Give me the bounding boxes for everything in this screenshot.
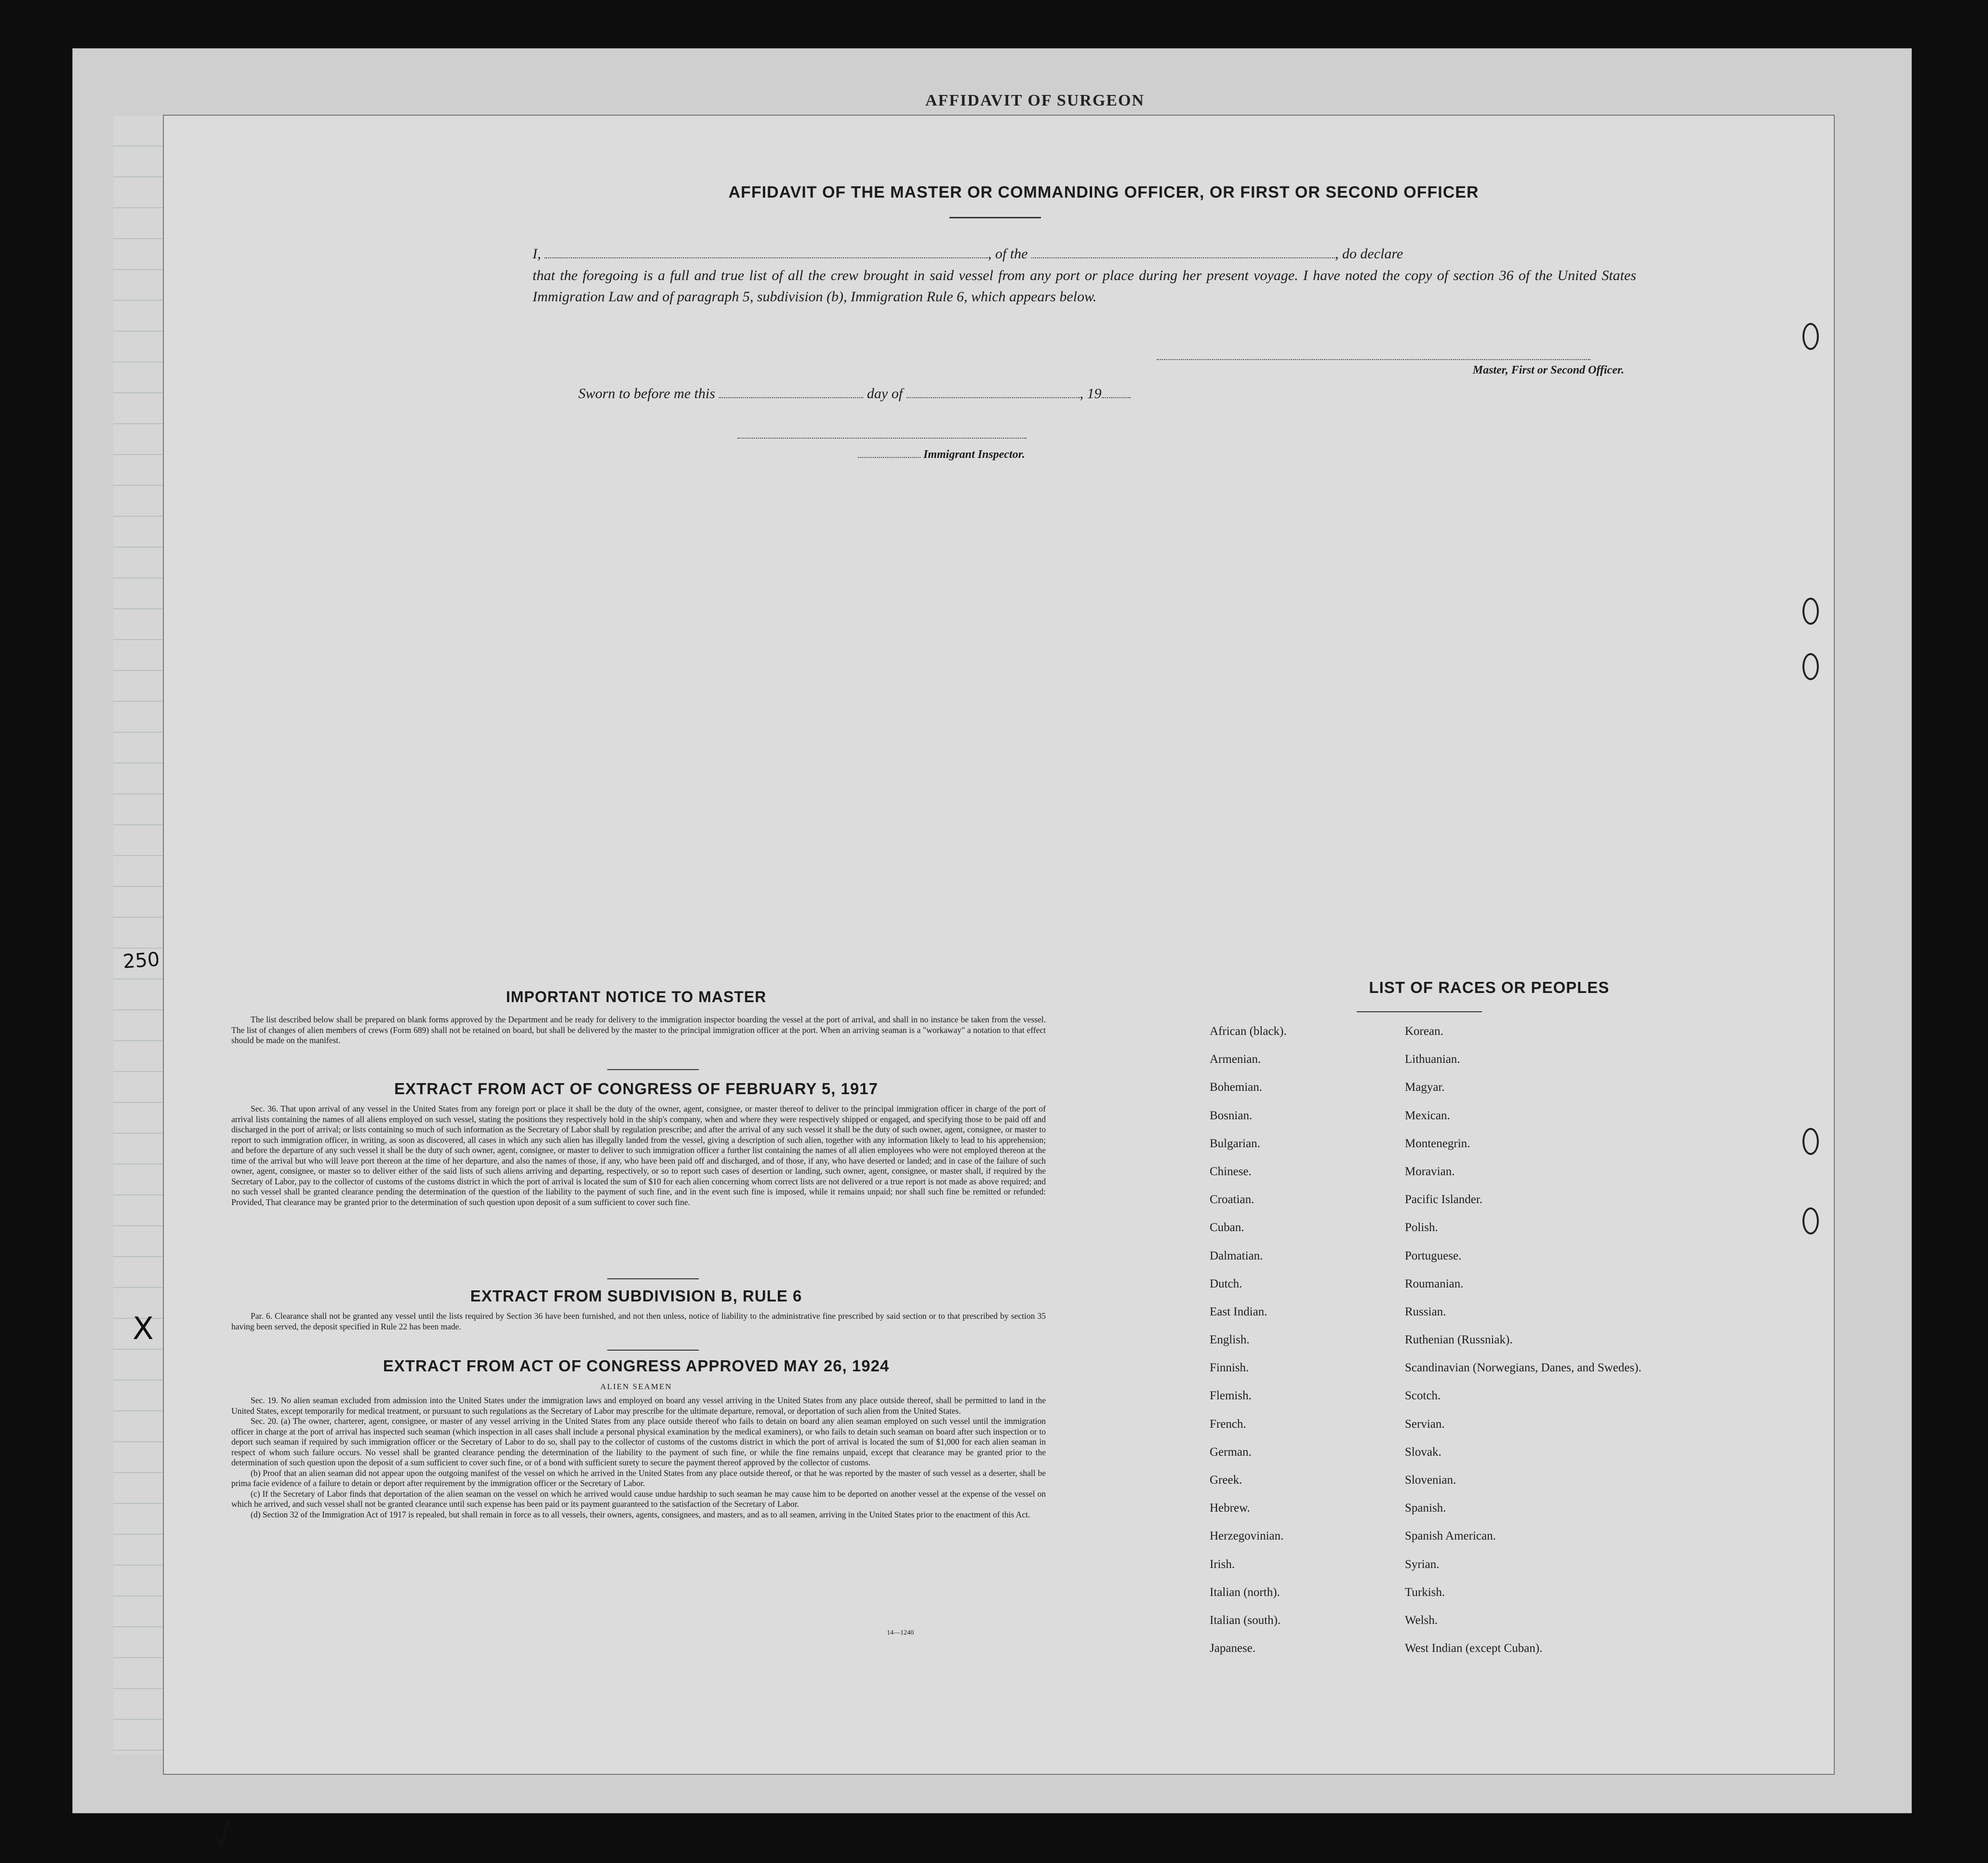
race-item: Roumanian. (1405, 1277, 1464, 1290)
races-right-column (1405, 1024, 1675, 1669)
extract-1917-rule (607, 1278, 699, 1279)
subdivision-b-rule (607, 1350, 699, 1351)
sworn-year-prefix: , 19 (1080, 386, 1102, 402)
punch-hole (1802, 323, 1819, 350)
race-item: Irish. (1210, 1557, 1235, 1571)
sworn-line (578, 383, 1301, 404)
paragraph-6: Par. 6. Clearance shall not be granted any vessel until the lists required by Section 36 have been furnished, and not then unless, notice of liability to the administrative fine prescribed by said section or to that prescribed by section 35 having been served, the deposit specified in Rule 22 has been made. (231, 1311, 1046, 1331)
race-item: Spanish American. (1405, 1529, 1496, 1543)
race-item: Slovak. (1405, 1445, 1441, 1459)
race-item: Dalmatian. (1210, 1249, 1263, 1262)
title-rule (949, 217, 1041, 218)
race-item: East Indian. (1210, 1305, 1268, 1318)
section-20a-paragraph: Sec. 20. (a) The owner, charterer, agent, consignee, or master of any vessel arriving in the United States from any place outside thereof who fails to detain on board any alien seaman employed on such vessel until the immigration officer in charge at the port of arrival has inspected such seaman (which inspection in all cases shall include a personal physical examination by the medical examiners), or who fails to detain such seaman on board after such inspection or to deport such seaman if required by such immigration officer or the Secretary of Labor to do so, shall pay to the collector of customs of the customs district in which the port of arrival is located the sum of $1,000 for each alien seaman in respect of whom such failure occurs. No vessel shall be granted clearance pending the determination of the liability to the payment of such fine, or while the fine remains unpaid, except that clearance may be granted prior to the determination of such question upon the deposit of a sum sufficient to cover such fine, or of a bond with sufficient surety to secure the payment thereof approved by the collector of customs. (231, 1416, 1046, 1467)
signature-label: Master, First or Second Officer. (1472, 364, 1624, 376)
race-item: Korean. (1405, 1025, 1443, 1038)
race-item: Montenegrin. (1405, 1137, 1470, 1150)
inspector-line (858, 448, 1108, 461)
subdivision-b-text (231, 1311, 1046, 1332)
extract-1917-text (231, 1104, 1046, 1207)
race-item: Italian (north). (1210, 1585, 1280, 1599)
race-item: Magyar. (1405, 1081, 1445, 1094)
punch-hole (1802, 1207, 1819, 1234)
races-rule (1357, 1011, 1482, 1012)
race-item: French. (1210, 1417, 1246, 1431)
vessel-prefix: , of the (988, 246, 1028, 262)
signature-field[interactable] (1157, 359, 1590, 360)
punch-hole (1802, 653, 1819, 680)
section-20d-paragraph: (d) Section 32 of the Immigration Act of 1917 is repealed, but shall remain in force as to all vessels, their owners, agents, consignees, and masters, and as to all seamen, arriving in the United States prior to the enactment of this Act. (251, 1509, 1030, 1519)
race-item: Italian (south). (1210, 1613, 1281, 1627)
sworn-prefix: Sworn to before me this (578, 386, 715, 402)
race-item: Turkish. (1405, 1585, 1445, 1599)
race-item: Hebrew. (1210, 1501, 1250, 1515)
section-20c-paragraph: (c) If the Secretary of Labor finds that deportation of the alien seaman on the vessel on which he arrived would cause undue hardship to such seaman he may cause him to be deported on another vessel at the expense of the vessel on which he arrived, and such vessel shall not be granted clearance until such expense has been paid or its payment guaranteed to the satisfaction of the Secretary of Labor. (231, 1488, 1046, 1509)
race-item: Pacific Islander. (1405, 1193, 1483, 1206)
section-20b-paragraph: (b) Proof that an alien seaman did not appear upon the outgoing manifest of the vessel on which he arrived in the United States from any place outside thereof, or that he was reported by the master of such vessel as a deserter, shall be prima facie evidence of a failure to detain or deport after requirement by the immigration officer or the Secretary of Labor. (231, 1468, 1046, 1488)
margin-number: 250 (122, 948, 160, 973)
alien-seamen-subtitle: ALIEN SEAMEN (600, 1382, 672, 1391)
race-item: Finnish. (1210, 1361, 1249, 1375)
race-item: Chinese. (1210, 1165, 1252, 1178)
race-item: Herzegovinian. (1210, 1529, 1284, 1543)
sworn-year-field[interactable] (1102, 397, 1131, 398)
extract-1924-text (231, 1395, 1046, 1520)
form-number: 14—1240 (887, 1629, 914, 1636)
race-item: Croatian. (1210, 1193, 1254, 1206)
race-item: Polish. (1405, 1221, 1438, 1234)
inspector-label: Immigrant Inspector. (923, 448, 1025, 461)
race-item: Slovenian. (1405, 1474, 1456, 1487)
back-sheet-header: AFFIDAVIT OF SURGEON (925, 92, 1145, 109)
punch-hole (1802, 598, 1819, 625)
section-36-paragraph: Sec. 36. That upon arrival of any vessel in the United States from any foreign port or place it shall be the duty of the owner, agent, consignee, or master thereof to deliver to the principal immigration officer in charge of the port of arrival lists containing the names of all aliens employed on such vessel, stating the positions they respectively hold in the ship's company, when and where they were respectively shipped or engaged, and specifying those to be paid off and discharged in the port of arrival; or lists containing so much of such information as the Secretary of Labor shall by regulation prescribe; and after the arrival of any such vessel it shall be the duty of such owner, agent, consignee, or master to report to such immigration officer, in writing, as soon as discovered, all cases in which any such alien has illegally landed from the vessel, giving a description of such alien, together with any information likely to lead to his apprehension; and before the departure of any such vessel it shall be the duty of such owner, agent, consignee, or master to deliver to such immigration officer a further list containing the names of all alien employees who were not employed thereon at the time of the arrival but who will leave port thereon at the time of her departure, and also the names of those, if any, who have been paid off and discharged, and of those, if any, who have deserted or landed; and in case of the failure of such owner, agent, consignee, or master so to deliver either of the said lists of such aliens arriving and departing, respectively, or so to report such cases of desertion or landing, such owner, agent, consignee, or master shall, if required by the Secretary of Labor, pay to the collector of customs of the customs district in which the port of arrival is located the sum of $10 for each alien concerning whom correct lists are not delivered or a true report is not made as above required; and no such vessel shall be granted clearance pending the determination of the question of the liability to the payment of such fine, and in the event such fine is imposed, while it remains unpaid; nor shall such fine be remitted or refunded: Provided, That clearance may be granted prior to the determination of such question upon deposit of a sum sufficient to cover such fine. (231, 1104, 1046, 1207)
extract-1917-title: EXTRACT FROM ACT OF CONGRESS OF FEBRUARY 5, 1917 (394, 1080, 878, 1098)
race-item: Mexican. (1405, 1109, 1450, 1122)
race-item: Bohemian. (1210, 1081, 1263, 1094)
declarant-name-field[interactable] (545, 257, 988, 258)
vessel-name-field[interactable] (1031, 257, 1335, 258)
declaration-body: that the foregoing is a full and true list of all the crew brought in said vessel from any port or place during her present voyage. I have noted the copy of section 36 of the United States Immigration Law and of paragraph 5, subdivision (b), Immigration Rule 6, which appears below. (533, 268, 1636, 305)
race-item: Greek. (1210, 1474, 1242, 1487)
race-item: Armenian. (1210, 1053, 1261, 1066)
race-item: Moravian. (1405, 1165, 1455, 1178)
document-page (164, 116, 1834, 1863)
inspector-dots (858, 457, 921, 458)
race-item: Syrian. (1405, 1557, 1440, 1571)
race-item: Lithuanian. (1405, 1053, 1460, 1066)
notice-rule (607, 1069, 699, 1070)
margin-mark: X (133, 1311, 154, 1347)
declarant-prefix: I, (533, 246, 541, 262)
race-item: West Indian (except Cuban). (1405, 1642, 1543, 1655)
race-item: Cuban. (1210, 1221, 1244, 1234)
affidavit-title: AFFIDAVIT OF THE MASTER OR COMMANDING OFFICER, OR FIRST OR SECOND OFFICER (728, 183, 1479, 201)
race-item: Bosnian. (1210, 1109, 1253, 1122)
races-left-column (1210, 1024, 1402, 1669)
sworn-day-field[interactable] (719, 397, 863, 398)
race-item: Scandinavian (Norwegians, Danes, and Swedes). (1405, 1361, 1641, 1375)
sworn-month-field[interactable] (907, 397, 1080, 398)
extract-1924-title: EXTRACT FROM ACT OF CONGRESS APPROVED MAY 26, 1924 (383, 1357, 890, 1375)
race-item: Portuguese. (1405, 1249, 1462, 1262)
notice-text (231, 1015, 1046, 1046)
declare-text: , do declare (1335, 246, 1403, 262)
race-item: Flemish. (1210, 1389, 1252, 1403)
race-item: Servian. (1405, 1417, 1445, 1431)
notice-title: IMPORTANT NOTICE TO MASTER (506, 988, 767, 1005)
subdivision-b-title: EXTRACT FROM SUBDIVISION B, RULE 6 (470, 1287, 802, 1305)
race-item: Scotch. (1405, 1389, 1441, 1403)
back-sheet-ruled-edge (113, 116, 172, 1755)
race-item: Bulgarian. (1210, 1137, 1260, 1150)
handwritten-check-mark: ✓ (200, 1803, 252, 1863)
race-item: African (black). (1210, 1025, 1287, 1038)
race-item: Russian. (1405, 1305, 1446, 1318)
race-item: Welsh. (1405, 1613, 1438, 1627)
race-item: Dutch. (1210, 1277, 1242, 1290)
race-item: Ruthenian (Russniak). (1405, 1333, 1513, 1347)
section-19-paragraph: Sec. 19. No alien seaman excluded from admission into the United States under the immigration laws and employed on board any vessel arriving in the United States from any place outside thereof, shall be permitted to land in the United States, except temporarily for medical treatment, or pursuant to such regulations as the Secretary of Labor may prescribe for the ultimate departure, removal, or deportation of such alien from the United States. (231, 1395, 1046, 1416)
race-item: English. (1210, 1333, 1250, 1347)
punch-hole (1802, 1128, 1819, 1155)
declaration-line (533, 243, 1636, 265)
races-title: LIST OF RACES OR PEOPLES (1369, 978, 1610, 996)
sworn-day-of: day of (867, 386, 903, 402)
notice-paragraph: The list described below shall be prepared on blank forms approved by the Department and be ready for delivery to the immigration inspector boarding the vessel at the port of arrival, and shall in no instance be taken from the vessel. The list of changes of alien members of crews (Form 689) shall not be retained on board, but shall be delivered by the master to the principal immigration officer at the port. When an arriving seaman is a "workaway" a notation to that effect should be made on the manifest. (231, 1015, 1046, 1045)
race-item: Japanese. (1210, 1642, 1256, 1655)
race-item: German. (1210, 1445, 1252, 1459)
inspector-signature-field[interactable] (737, 438, 1027, 439)
race-item: Spanish. (1405, 1501, 1446, 1515)
